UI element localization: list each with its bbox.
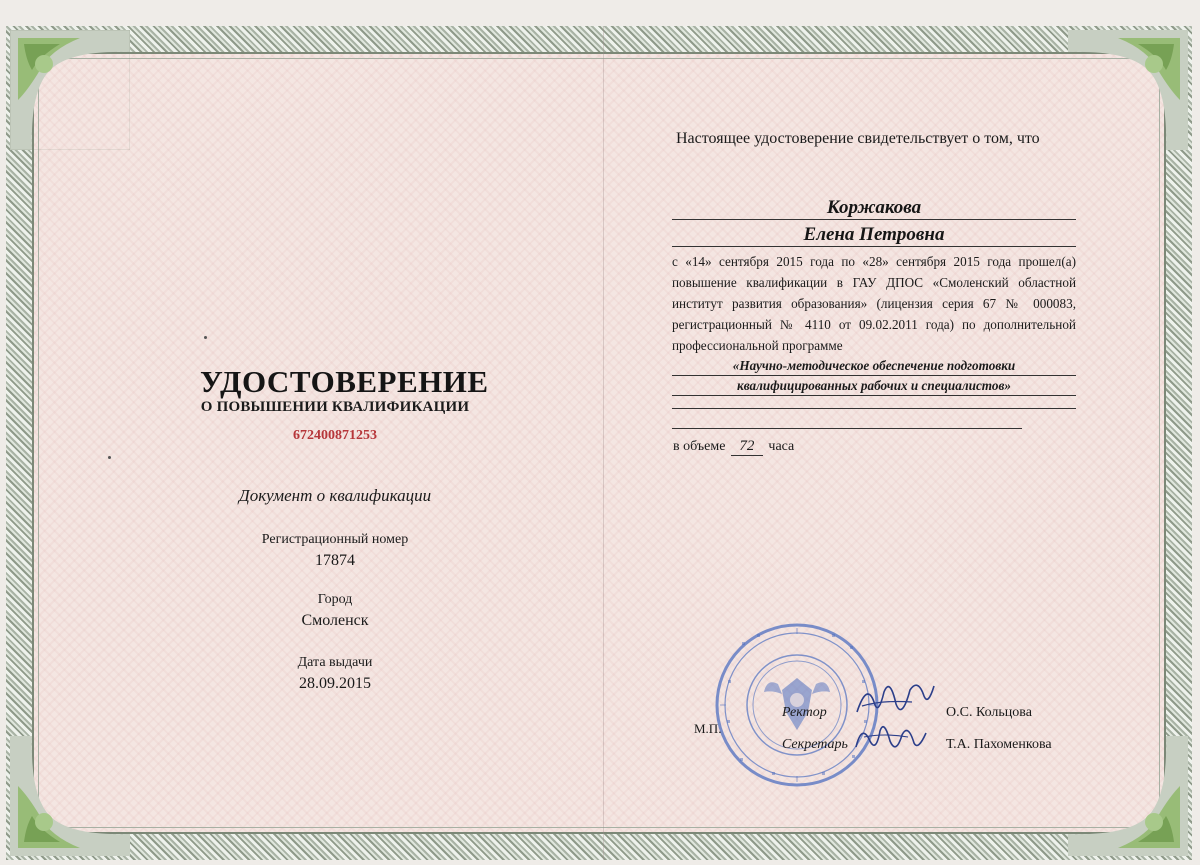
- rector-label: Ректор: [782, 705, 827, 720]
- blank-rule: [672, 428, 1022, 429]
- city-field: [200, 592, 470, 630]
- training-description: с «14» сентября 2015 года по «28» сентября 2015 года прошел(а) повышение квалификации в ГАУ ДПОС «Смоленский областной институт развития образования» (лицензия серия 67 № 000083, регистрационный № 4110 от 09.02.2011 года) по дополнительной профессиональной программе: [672, 254, 1076, 353]
- issue-date-field: [200, 655, 470, 693]
- registration-field: [200, 532, 470, 570]
- corner-ornament-top-left: [10, 30, 130, 150]
- corner-ornament-bottom-right: [1068, 736, 1188, 856]
- scan-speck: [108, 456, 111, 459]
- volume-suffix: часа: [768, 439, 795, 454]
- program-title-line-2: квалифицированных рабочих и специалистов»: [672, 377, 1076, 396]
- stamp-place-label: М.П.: [694, 721, 722, 736]
- holder-given-names: Елена Петровна: [672, 224, 1076, 247]
- secretary-label: Секретарь: [782, 737, 848, 752]
- corner-ornament-top-right: [1068, 30, 1188, 150]
- page-subtitle: О ПОВЫШЕНИИ КВАЛИФИКАЦИИ: [200, 399, 470, 415]
- certificate: [6, 26, 1192, 860]
- issue-date-label: Дата выдачи: [297, 655, 373, 670]
- rector-name: О.С. Кольцова: [946, 705, 1032, 720]
- secretary-name: Т.А. Пахоменкова: [946, 737, 1052, 752]
- city-value: Смоленск: [301, 612, 369, 629]
- issue-date-value: 28.09.2015: [299, 675, 371, 692]
- certificate-number: 672400871253: [293, 428, 377, 443]
- scan-speck: [204, 336, 207, 339]
- blank-rule: [672, 408, 1076, 409]
- certificate-heading: [200, 364, 489, 416]
- holder-surname: Коржакова: [672, 197, 1076, 220]
- page-title: УДОСТОВЕРЕНИЕ: [200, 364, 489, 399]
- volume-prefix: в объеме: [673, 439, 726, 454]
- intro-text: Настоящее удостоверение свидетельствует о том, что: [676, 130, 1040, 147]
- secretary-signature: [850, 715, 930, 763]
- volume-line: [673, 438, 794, 456]
- volume-hours: 72: [731, 438, 763, 456]
- center-fold: [603, 26, 604, 860]
- registration-value: 17874: [315, 552, 355, 569]
- registration-label: Регистрационный номер: [261, 532, 409, 547]
- program-title-line-1: «Научно-методическое обеспечение подготовки: [672, 357, 1076, 376]
- city-label: Город: [317, 592, 353, 607]
- document-type: Документ о квалификации: [238, 486, 432, 505]
- corner-ornament-bottom-left: [10, 736, 130, 856]
